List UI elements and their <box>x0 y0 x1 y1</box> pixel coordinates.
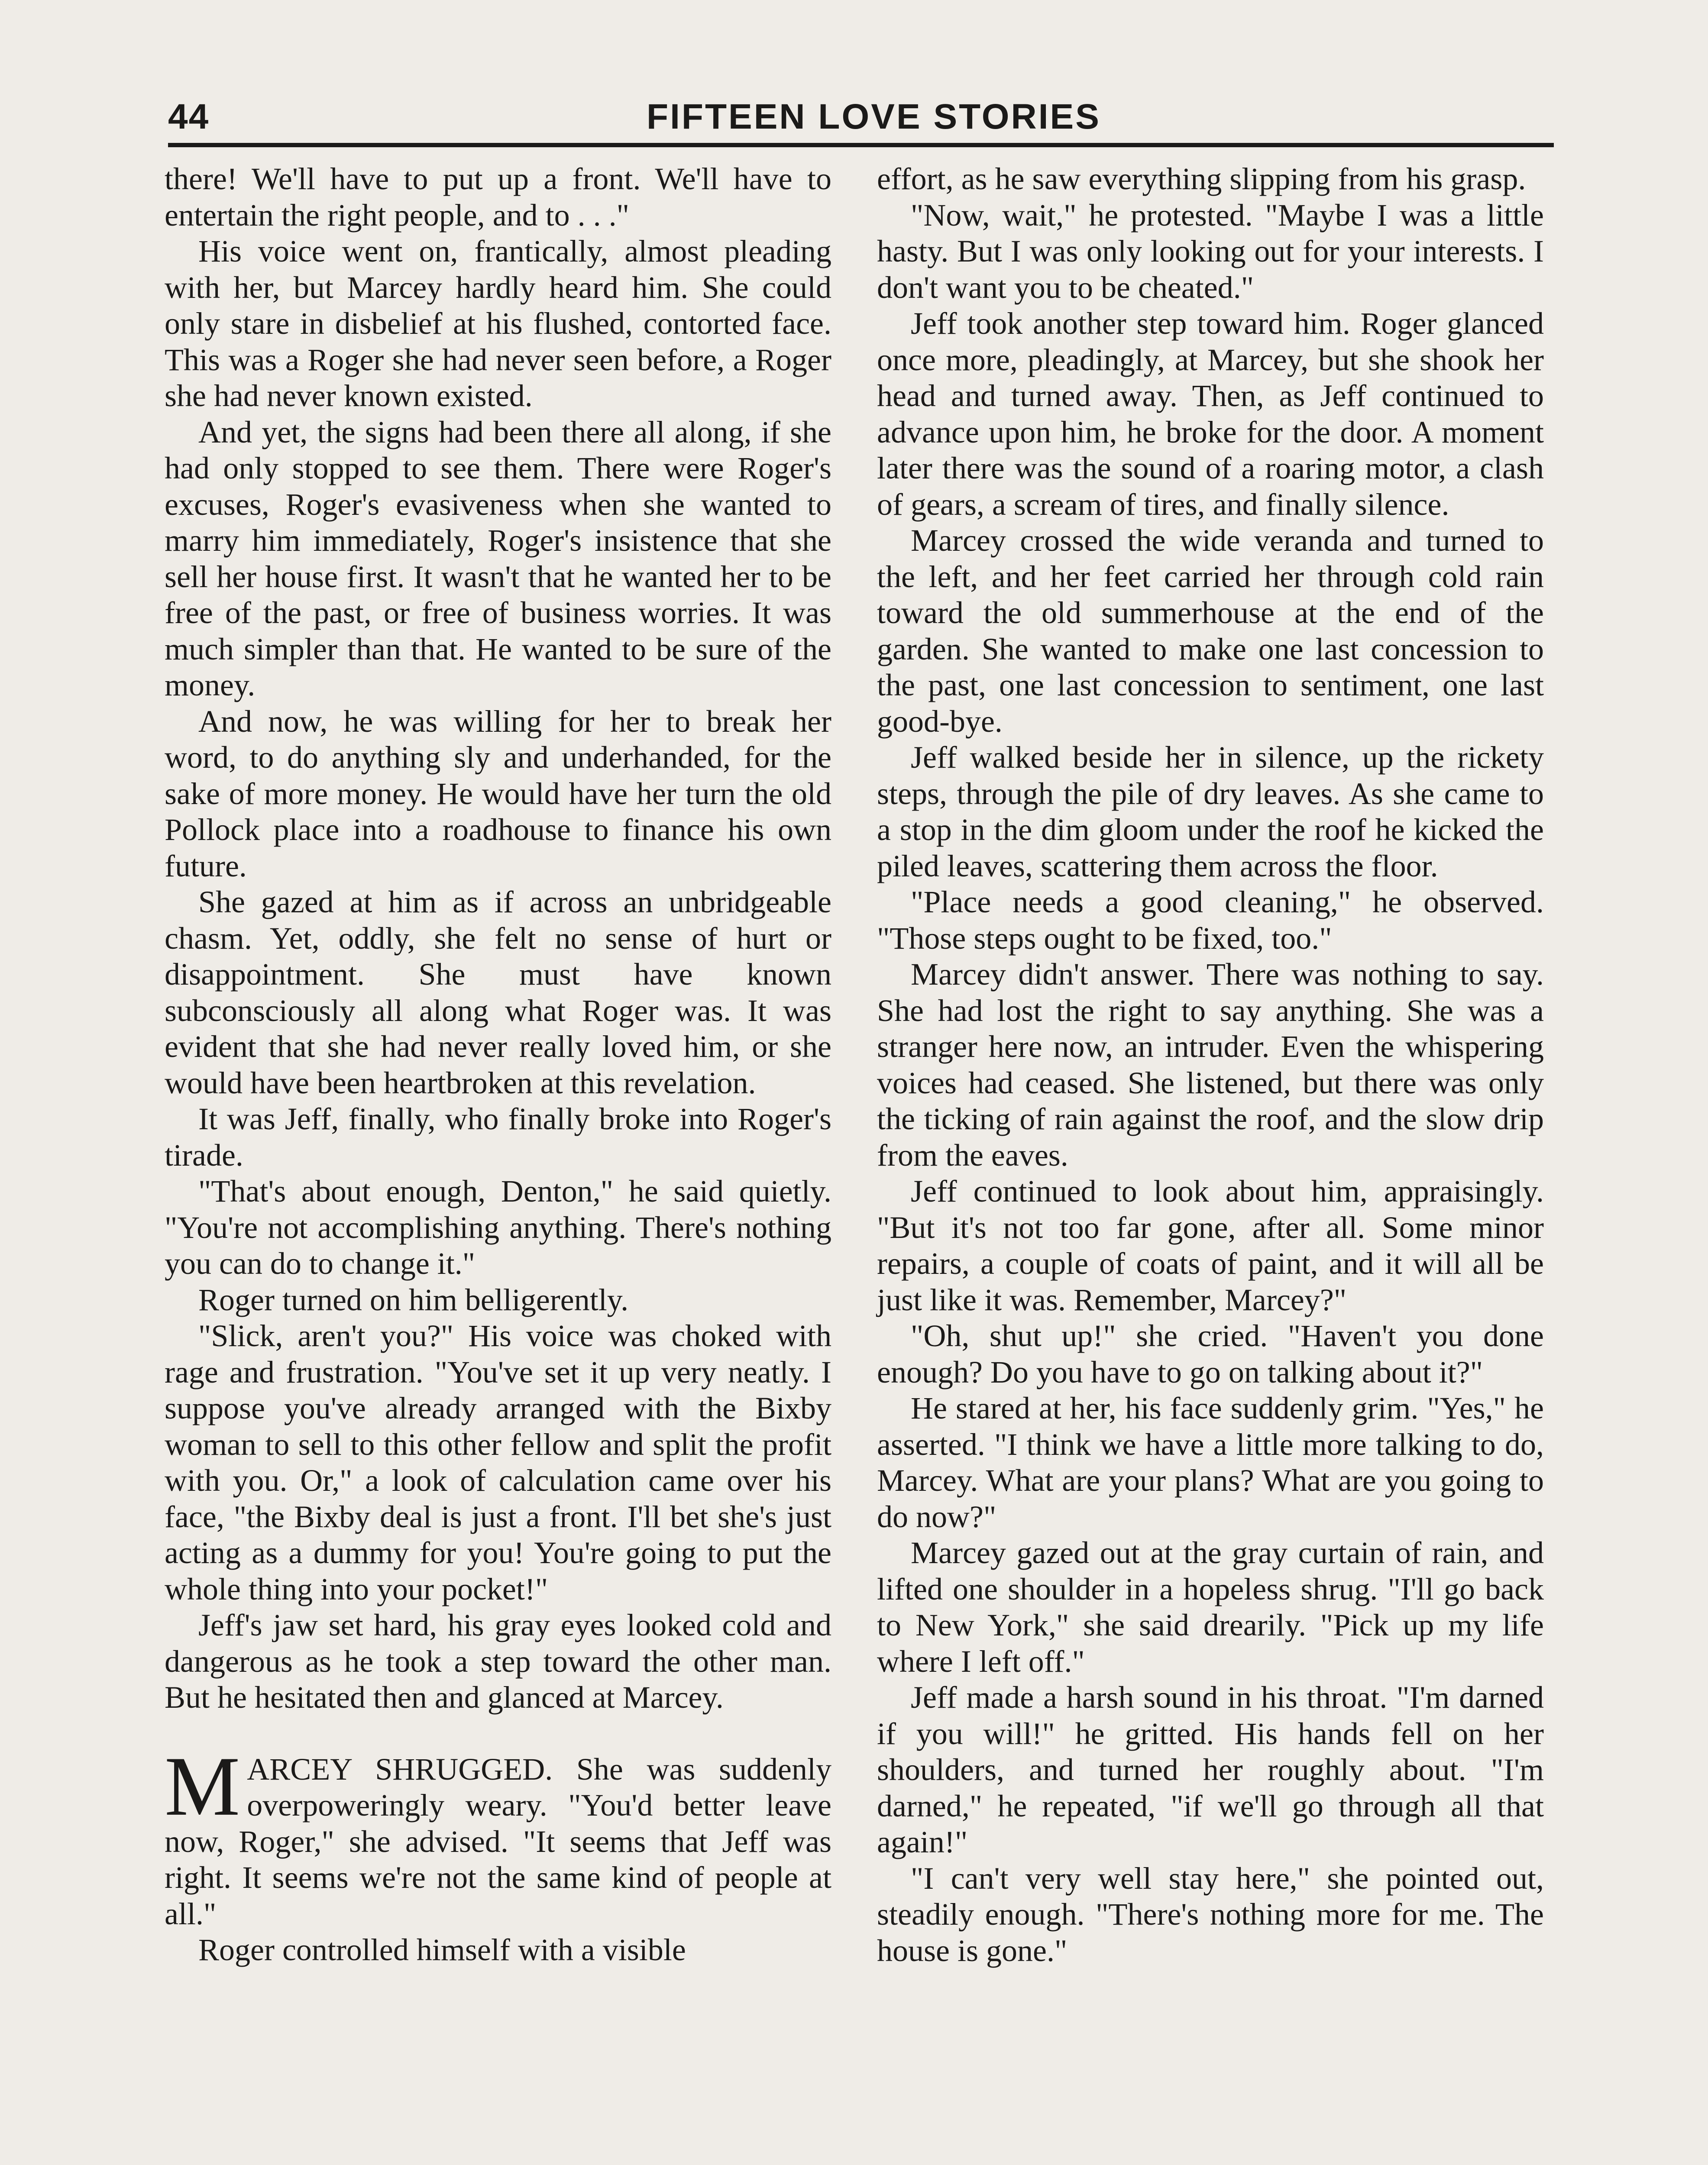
page-number: 44 <box>168 97 210 136</box>
left-column <box>165 161 831 1968</box>
drop-cap: M <box>165 1739 240 1833</box>
paragraph: It was Jeff, finally, who finally broke into Roger's tirade. <box>165 1102 831 1173</box>
section-opening-paragraph <box>165 1739 831 1932</box>
paragraph: "Oh, shut up!" she cried. "Haven't you done enough? Do you have to go on talking about it?" <box>877 1318 1544 1389</box>
header-rule <box>168 143 1554 147</box>
paragraph: And now, he was willing for her to break her word, to do anything sly and underhanded, for the sake of more money. He would have her turn the old Pollock place into a roadhouse to finance his own future. <box>165 704 831 883</box>
paragraph: And yet, the signs had been there all along, if she had only stopped to see them. There were Roger's excuses, Roger's evasiveness when she wanted to marry him immediately, Roger's insistence that she sell her house first. It wasn't that he wanted her to be free of the past, or free of business worries. It was much simpler than that. He wanted to be sure of the money. <box>165 414 831 702</box>
paragraph: "Place needs a good cleaning," he observed. "Those steps ought to be fixed, too." <box>877 885 1544 956</box>
paragraph: Marcey didn't answer. There was nothing to say. She had lost the right to say anything. She was a stranger here now, an intruder. Even the whispering voices had ceased. She listened, but there was only the ticking of rain against the roof, and the slow drip from the eaves. <box>877 957 1544 1173</box>
paragraph: Jeff took another step toward him. Roger glanced once more, pleadingly, at Marcey, but she shook her head and turned away. Then, as Jeff continued to advance upon him, he broke for the door. A moment later there was the sound of a roaring motor, a clash of gears, a scream of tires, and finally silence. <box>877 306 1544 522</box>
paragraph: Jeff walked beside her in silence, up the rickety steps, through the pile of dry leaves. As she came to a stop in the dim gloom under the roof he kicked the piled leaves, scattering them across the floor. <box>877 740 1544 883</box>
right-column <box>877 161 1544 1969</box>
paragraph: Marcey gazed out at the gray curtain of rain, and lifted one shoulder in a hopeless shrug. "I'll go back to New York," she said drearily. "Pick up my life where I left off." <box>877 1535 1544 1679</box>
paragraph: Roger controlled himself with a visible <box>198 1932 686 1967</box>
paragraph: "Now, wait," he protested. "Maybe I was a little hasty. But I was only looking out for your interests. I don't want you to be cheated." <box>877 197 1544 305</box>
paragraph: She gazed at him as if across an unbridgeable chasm. Yet, oddly, she felt no sense of hurt or disappointment. She must have known subconsciously all along what Roger was. It was evident that she had never really loved him, or she would have been heartbroken at this revelation. <box>165 885 831 1100</box>
paragraph: "Slick, aren't you?" His voice was choked with rage and frustration. "You've set it up very neatly. I suppose you've already arranged with the Bixby woman to sell to this other fellow and split the profit with you. Or," a look of calculation came over his face, "the Bixby deal is just a front. I'll bet she's just acting as a dummy for you! You're going to put the whole thing into your pocket!" <box>165 1318 831 1606</box>
paragraph: "That's about enough, Denton," he said quietly. "You're not accomplishing anything. There's nothing you can do to change it." <box>165 1174 831 1281</box>
page-header <box>168 93 1554 141</box>
paragraph: there! We'll have to put up a front. We'll have to entertain the right people, and to . . ." <box>165 162 831 233</box>
paragraph: Jeff made a harsh sound in his throat. "I'm darned if you will!" he gritted. His hands fell on her shoulders, and turned her roughly about. "I'm darned," he repeated, "if we'll go through all that again!" <box>877 1680 1544 1859</box>
paragraph: "I can't very well stay here," she pointed out, steadily enough. "There's nothing more for me. The house is gone." <box>877 1861 1544 1968</box>
paragraph: His voice went on, frantically, almost pleading with her, but Marcey hardly heard him. She could only stare in disbelief at his flushed, contorted face. This was a Roger she had never seen before, a Roger she had never known existed. <box>165 234 831 413</box>
paragraph: Jeff continued to look about him, appraisingly. "But it's not too far gone, after all. Some minor repairs, a couple of coats of paint, and it will all be just like it was. Remember, Marcey?" <box>877 1174 1544 1317</box>
paragraph: Marcey crossed the wide veranda and turned to the left, and her feet carried her through cold rain toward the old summerhouse at the end of the garden. She wanted to make one last concession to the past, one last concession to sentiment, one last good-bye. <box>877 523 1544 739</box>
paragraph: effort, as he saw everything slipping from his grasp. <box>877 162 1526 196</box>
section-opening-text: ARCEY SHRUGGED. She was suddenly overpoweringly weary. "You'd better leave now, Roger," she advised. "It seems that Jeff was right. It seems we're not the same kind of people at all." <box>165 1751 831 1931</box>
paragraph: He stared at her, his face suddenly grim. "Yes," he asserted. "I think we have a little more talking to do, Marcey. What are your plans? What are you going to do now?" <box>877 1391 1544 1534</box>
paragraph: Jeff's jaw set hard, his gray eyes looked cold and dangerous as he took a step toward the other man. But he hesitated then and glanced at Marcey. <box>165 1608 831 1715</box>
running-title: FIFTEEN LOVE STORIES <box>647 97 1101 136</box>
paragraph: Roger turned on him belligerently. <box>198 1282 629 1317</box>
